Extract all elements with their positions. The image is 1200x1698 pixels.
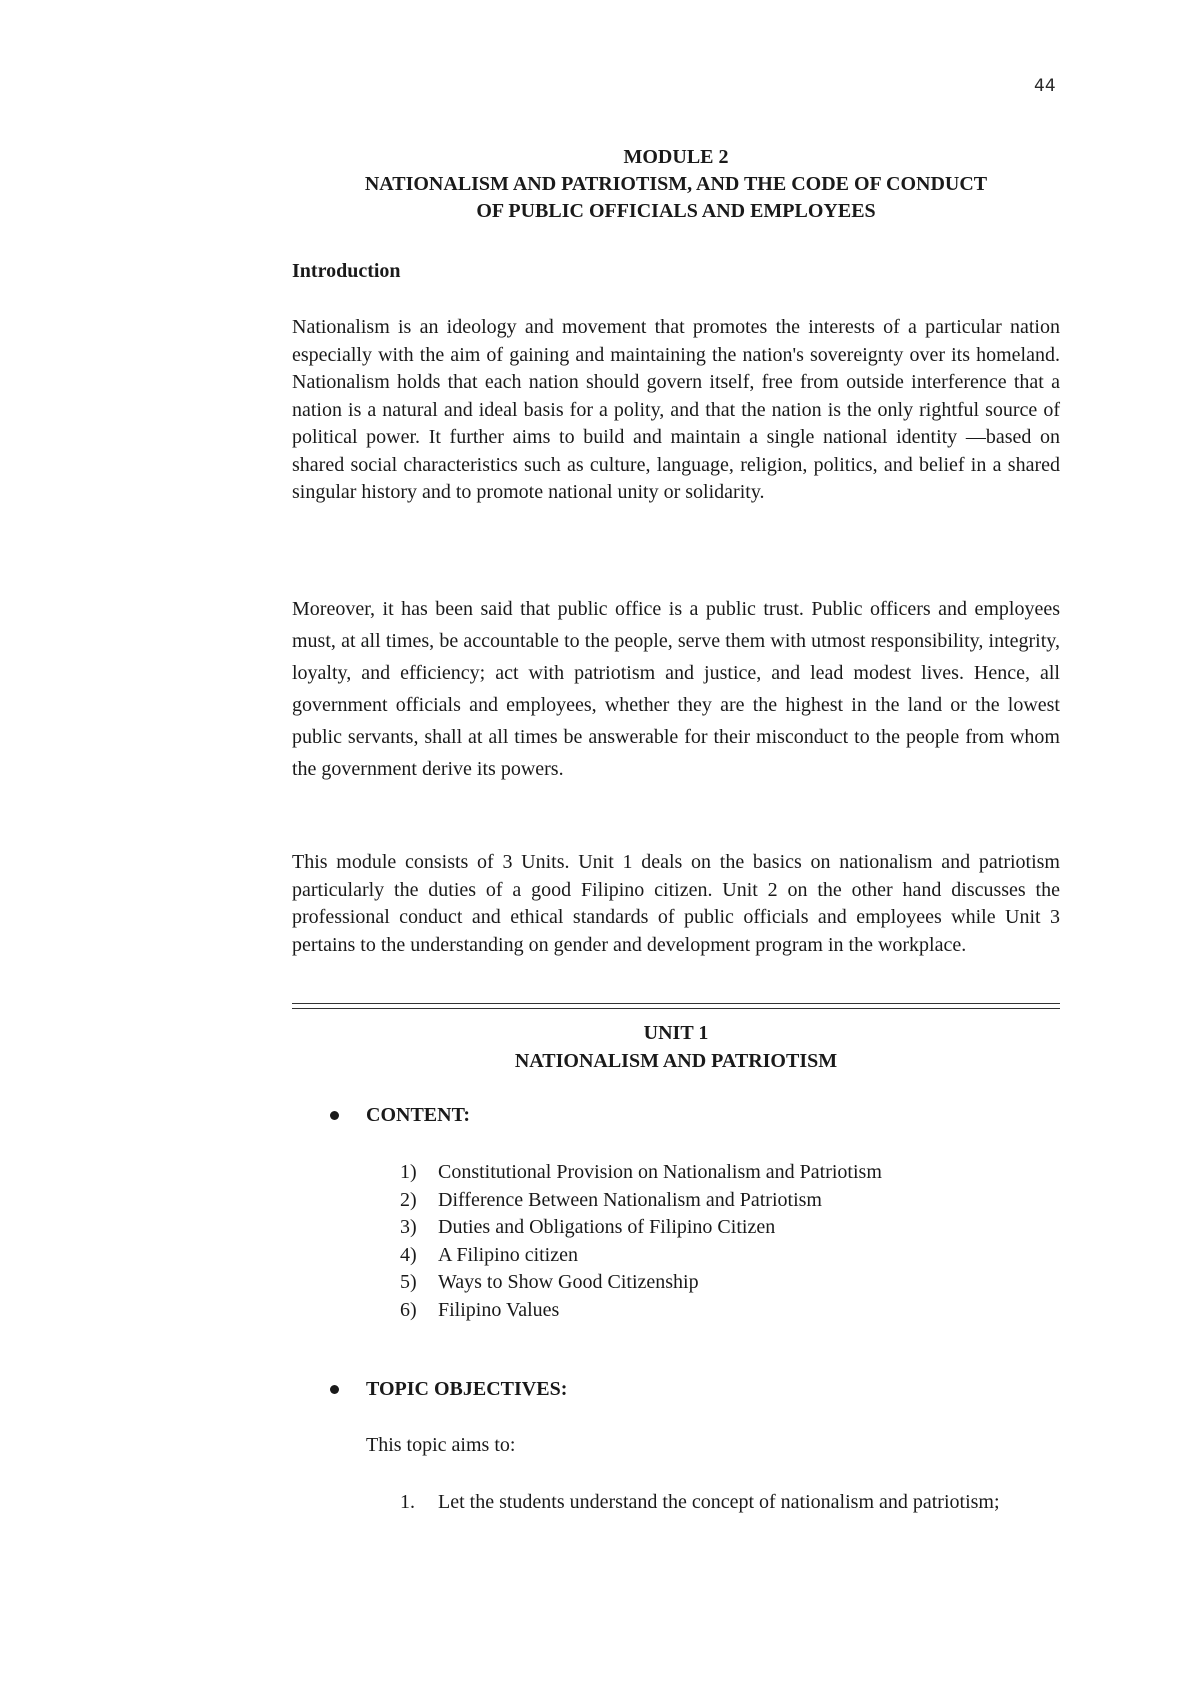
section-divider <box>292 1003 1060 1009</box>
objectives-bullet <box>330 1378 567 1401</box>
list-text: A Filipino citizen <box>438 1243 578 1266</box>
list-number: 3) <box>400 1216 417 1238</box>
list-text: Filipino Values <box>438 1298 560 1321</box>
bullet-icon <box>330 1385 339 1394</box>
module-subtitle-line-2: OF PUBLIC OFFICIALS AND EMPLOYEES <box>476 200 876 222</box>
content-bullet <box>330 1104 470 1127</box>
intro-paragraph-1: Nationalism is an ideology and movement that promotes the interests of a particular nation especially with the aim of gaining and maintaining the nation's sovereignty over its homeland. Nationalism holds that each nation should govern itself, free from outside interference that a nation is a natural and ideal basis for a polity, and that the nation is the only rightful source of political power. It further aims to build and maintain a single national identity —based on shared social characteristics such as culture, language, religion, politics, and belief in a shared singular history and to promote national unity or solidarity. <box>292 316 1060 503</box>
content-list <box>400 1159 1060 1324</box>
list-item <box>400 1269 1060 1297</box>
objective-text: Let the students understand the concept of nationalism and patriotism; <box>438 1491 1000 1513</box>
intro-paragraph-2: Moreover, it has been said that public office is a public trust. Public officers and employees must, at all times, be accountable to the people, serve them with utmost responsibility, integrity, loyalty, and efficiency; act with patriotism and justice, and lead modest lives. Hence, all government officials and employees, whether they are the highest in the land or the lowest public servants, shall at all times be answerable for their misconduct to the people from whom the government derive its powers. <box>292 598 1060 780</box>
module-heading <box>292 144 1060 225</box>
objective-number: 1. <box>400 1491 415 1513</box>
list-item <box>400 1242 1060 1270</box>
list-text: Constitutional Provision on Nationalism and Patriotism <box>438 1161 882 1183</box>
list-item <box>400 1187 1060 1215</box>
objectives-label: TOPIC OBJECTIVES: <box>366 1378 568 1400</box>
bullet-icon <box>330 1111 339 1120</box>
page-number: 44 <box>1034 76 1056 96</box>
introduction-heading: Introduction <box>292 260 401 282</box>
module-title: MODULE 2 <box>623 146 729 168</box>
list-number: 6) <box>400 1298 417 1321</box>
content-label: CONTENT: <box>366 1104 471 1126</box>
list-number: 4) <box>400 1243 417 1266</box>
objectives-intro: This topic aims to: <box>366 1434 516 1456</box>
list-number: 2) <box>400 1188 417 1211</box>
objective-item <box>400 1488 1060 1516</box>
unit-subtitle: NATIONALISM AND PATRIOTISM <box>514 1050 838 1072</box>
unit-title: UNIT 1 <box>643 1022 709 1044</box>
list-item <box>400 1214 1060 1242</box>
unit-heading <box>292 1019 1060 1075</box>
list-number: 1) <box>400 1161 417 1183</box>
list-item <box>400 1159 1060 1187</box>
intro-paragraph-3: This module consists of 3 Units. Unit 1 deals on the basics on nationalism and patriotism particularly the duties of a good Filipino citizen. Unit 2 on the other hand discusses the professional conduct and ethical standards of public officials and employees while Unit 3 pertains to the understanding on gender and development program in the workplace. <box>292 851 1060 956</box>
list-text: Duties and Obligations of Filipino Citizen <box>438 1216 776 1238</box>
list-text: Difference Between Nationalism and Patriotism <box>438 1188 822 1211</box>
list-number: 5) <box>400 1271 417 1293</box>
list-text: Ways to Show Good Citizenship <box>438 1271 699 1293</box>
module-subtitle-line-1: NATIONALISM AND PATRIOTISM, AND THE CODE OF CONDUCT <box>364 173 988 195</box>
list-item <box>400 1297 1060 1325</box>
